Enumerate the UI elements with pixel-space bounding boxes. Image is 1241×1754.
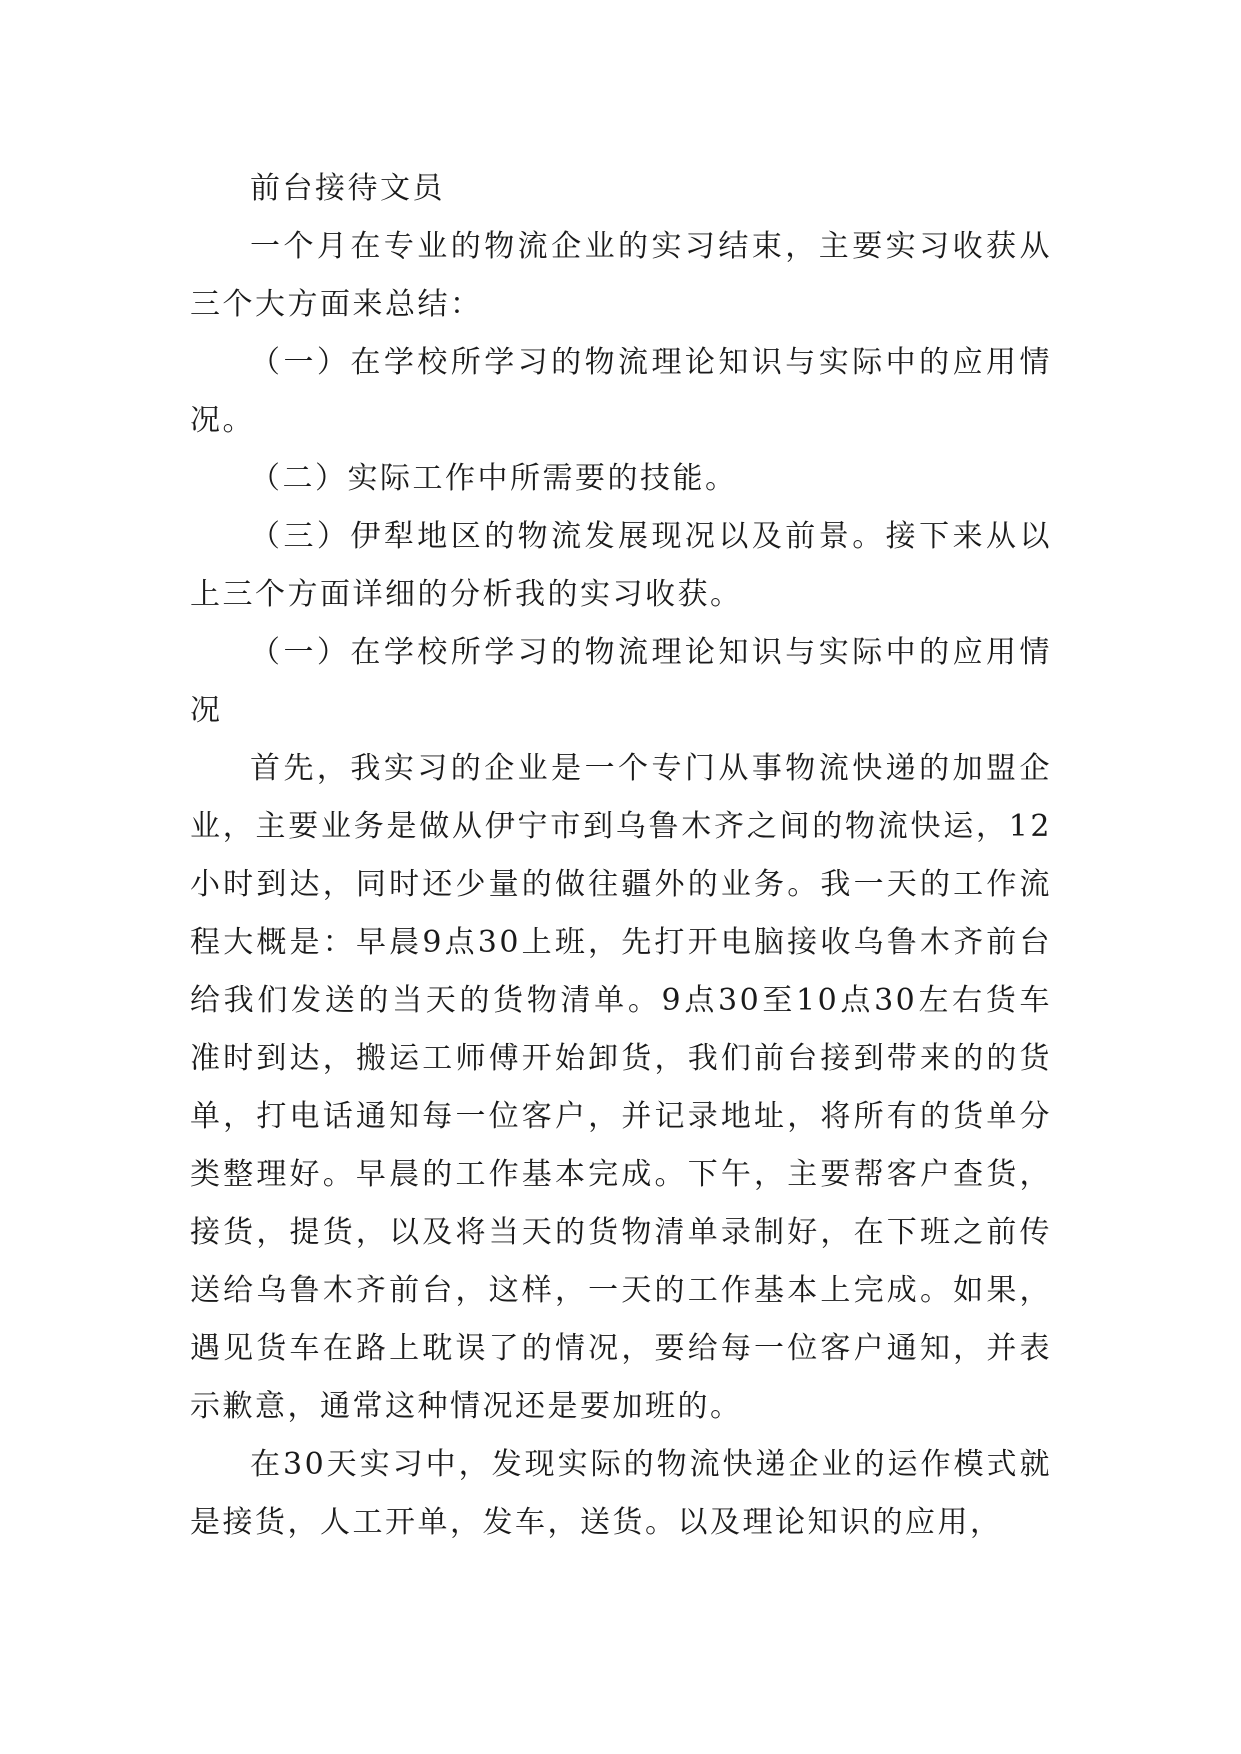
paragraph-workflow: 首先，我实习的企业是一个专门从事物流快递的加盟企业，主要业务是做从伊宁市到乌鲁木齐之间的物流快运，12小时到达，同时还少量的做往疆外的业务。我一天的工作流程大概是：早晨9点30上班，先打开电脑接收乌鲁木齐前台给我们发送的当天的货物清单。9点30至10点30左右货车准时到达，搬运工师傅开始卸货，我们前台接到带来的的货单，打电话通知每一位客户，并记录地址，将所有的货单分类整理好。早晨的工作基本完成。下午，主要帮客户查货，接货，提货，以及将当天的货物清单录制好，在下班之前传送给乌鲁木齐前台，这样，一天的工作基本上完成。如果，遇见货车在路上耽误了的情况，要给每一位客户通知，并表示歉意，通常这种情况还是要加班的。	[190, 751, 1052, 1424]
paragraph-point-3: （三）伊犁地区的物流发展现况以及前景。接下来从以上三个方面详细的分析我的实习收获。	[190, 519, 1052, 612]
paragraph-intro: 一个月在专业的物流企业的实习结束，主要实习收获从三个大方面来总结：	[190, 229, 1052, 322]
paragraph-point-2: （二）实际工作中所需要的技能。	[250, 461, 738, 496]
document-body	[190, 160, 1052, 1552]
section-heading-1: （一）在学校所学习的物流理论知识与实际中的应用情况	[190, 635, 1052, 728]
paragraph-point-1: （一）在学校所学习的物流理论知识与实际中的应用情况。	[190, 345, 1052, 438]
paragraph-title: 前台接待文员	[250, 171, 445, 206]
paragraph-summary: 在30天实习中，发现实际的物流快递企业的运作模式就是接货，人工开单，发车，送货。以及理论知识的应用，	[190, 1447, 1052, 1540]
